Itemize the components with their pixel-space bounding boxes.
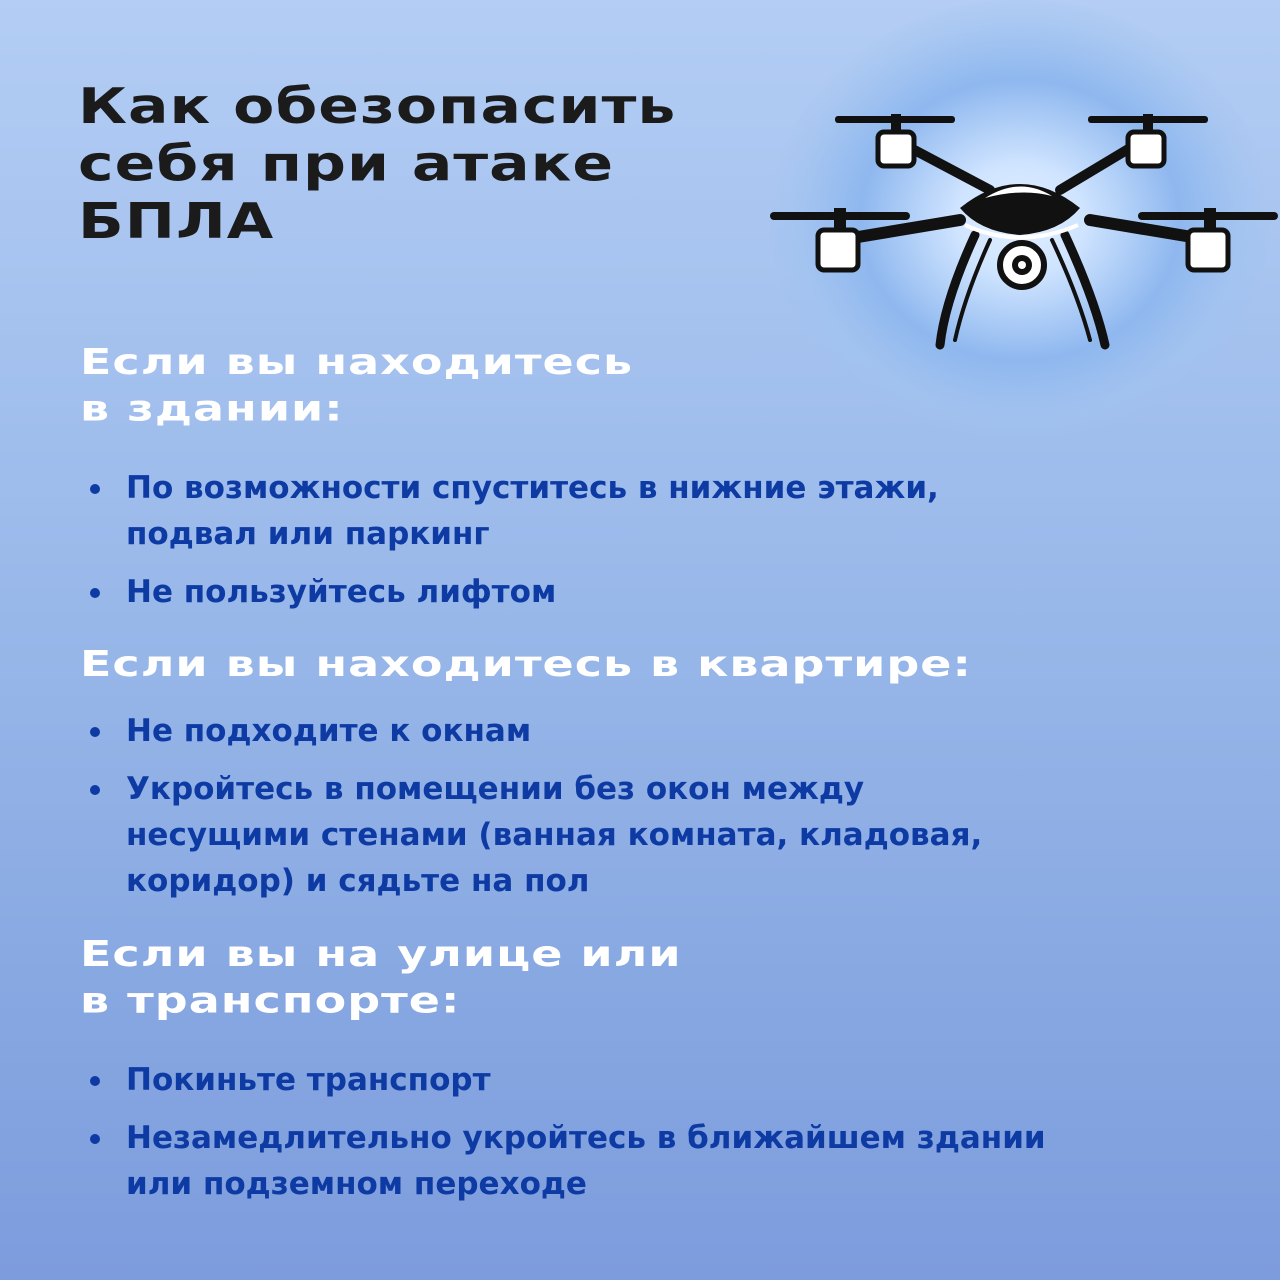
heading-line: в транспорте: [80,979,461,1022]
heading-line: Если вы находитесь [80,340,634,383]
item-line: подвал или паркинг [126,516,490,552]
heading-line: Если вы находитесь в квартире: [80,642,972,685]
section-heading-street [80,930,682,1024]
section-heading-building [80,338,633,432]
list-street [90,1057,1046,1207]
list-item [90,465,939,557]
list-item [90,766,982,904]
list-item [90,1057,1046,1103]
drone-icon [760,90,1280,370]
page-title [78,78,676,250]
item-line: Не подходите к окнам [126,713,532,749]
title-line-2: себя при атаке [78,135,615,193]
item-line: или подземном переходе [126,1166,587,1202]
list-item [90,708,982,754]
item-line: Не пользуйтесь лифтом [126,574,557,610]
bullet-icon [90,484,100,494]
item-line: коридор) и сядьте на пол [126,863,590,899]
bullet-icon [90,1076,100,1086]
section-heading-apartment [80,640,972,687]
bullet-icon [90,1134,100,1144]
title-line-1: Как обезопасить [78,78,677,136]
item-line: Незамедлительно укройтесь в ближайшем здании [126,1120,1046,1156]
item-line: По возможности спуститесь в нижние этажи, [126,470,939,506]
heading-line: в здании: [80,387,344,430]
item-line: Покиньте транспорт [126,1062,491,1098]
bullet-icon [90,727,100,737]
bullet-icon [90,785,100,795]
list-apartment [90,708,982,904]
bullet-icon [90,588,100,598]
heading-line: Если вы на улице или [80,932,682,975]
title-line-3: БПЛА [78,192,275,251]
list-item [90,569,939,615]
item-line: несущими стенами (ванная комната, кладовая, [126,817,983,853]
list-item [90,1115,1046,1207]
list-building [90,465,939,615]
item-line: Укройтесь в помещении без окон между [126,771,865,807]
